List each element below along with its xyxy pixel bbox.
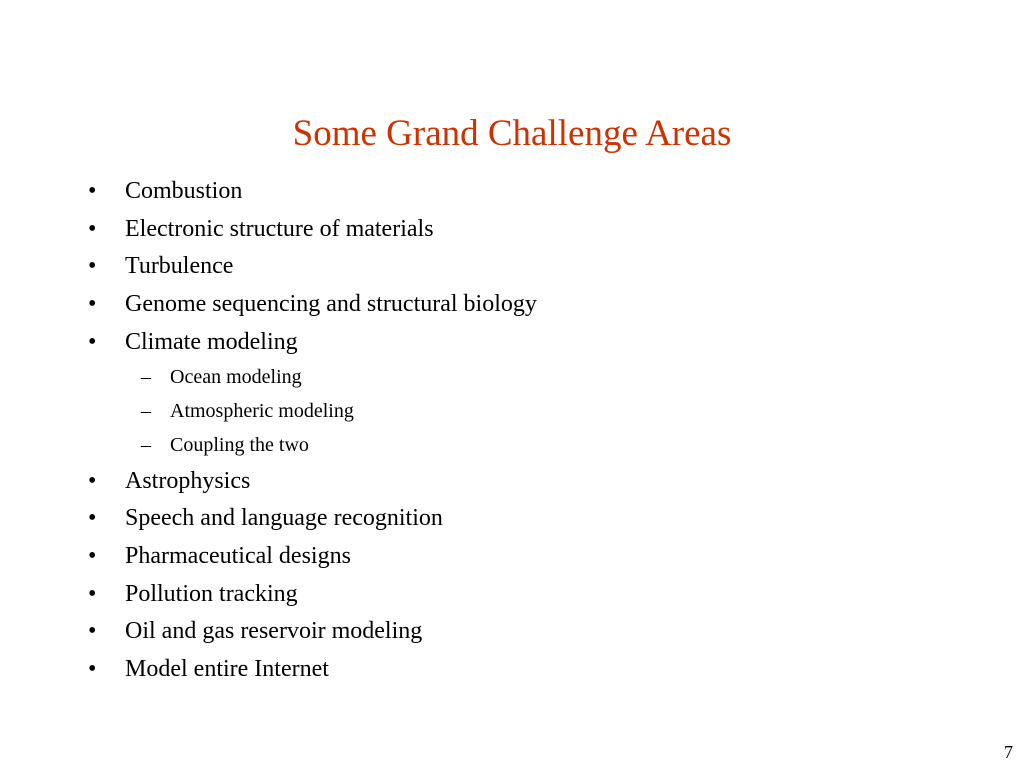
bullet-marker: • xyxy=(88,580,97,607)
bullet-text: Turbulence xyxy=(125,253,234,280)
bullet-marker: • xyxy=(88,291,97,318)
bullet-text: Genome sequencing and structural biology xyxy=(125,291,537,318)
slide-title: Some Grand Challenge Areas xyxy=(292,113,732,154)
bullet-text: Speech and language recognition xyxy=(125,505,443,532)
bullet-text: Astrophysics xyxy=(125,467,251,494)
sub-bullet-text: Ocean modeling xyxy=(170,366,302,389)
bullet-text: Climate modeling xyxy=(125,328,298,355)
bullet-marker: • xyxy=(88,618,97,645)
bullet-text: Pharmaceutical designs xyxy=(125,542,351,569)
page-number: 7 xyxy=(1004,742,1013,762)
bullet-marker: • xyxy=(88,253,97,280)
bullet-marker: • xyxy=(88,215,97,242)
bullet-text: Combustion xyxy=(125,178,243,204)
bullet-text: Oil and gas reservoir modeling xyxy=(125,618,423,645)
dash-marker: – xyxy=(141,433,151,456)
sub-bullet-text: Atmospheric modeling xyxy=(170,400,354,423)
dash-marker: – xyxy=(141,366,151,389)
bullet-text: Model entire Internet xyxy=(125,655,329,682)
bullet-text: Electronic structure of materials xyxy=(125,215,434,242)
bullet-marker: • xyxy=(88,542,97,569)
bullet-marker: • xyxy=(88,178,97,204)
bullet-marker: • xyxy=(88,505,97,532)
bullet-marker: • xyxy=(88,655,97,682)
bullet-text: Pollution tracking xyxy=(125,580,298,607)
sub-bullet-text: Coupling the two xyxy=(170,433,309,456)
bullet-marker: • xyxy=(88,328,97,355)
dash-marker: – xyxy=(141,400,151,423)
bullet-marker: • xyxy=(88,467,97,494)
